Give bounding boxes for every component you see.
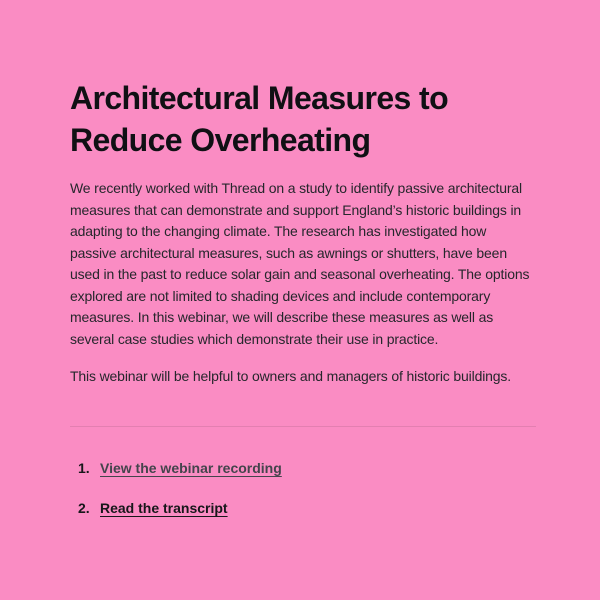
transcript-link[interactable]: Read the transcript	[100, 500, 228, 517]
list-number: 1.	[78, 459, 90, 476]
list-item-transcript	[78, 498, 536, 520]
intro-paragraph: We recently worked with Thread on a study to identify passive architectural measures that can demonstrate and support England’s historic buildings in adapting to the changing climate. The research has investigated how passive architectural measures, such as awnings or shutters, have been used in the past to reduce solar gain and seasonal overheating. The options explored are not limited to shading devices and include contemporary measures. In this webinar, we will describe these measures as well as several case studies which demonstrate their use in practice.	[70, 180, 530, 347]
list-number: 2.	[78, 500, 90, 517]
divider	[70, 426, 536, 427]
webinar-recording-link[interactable]: View the webinar recording	[100, 459, 282, 476]
page-title: Architectural Measures to Reduce Overheating	[70, 80, 449, 158]
audience-paragraph: This webinar will be helpful to owners and managers of historic buildings.	[70, 368, 512, 385]
resource-list	[70, 458, 536, 520]
list-item-recording	[78, 458, 536, 480]
